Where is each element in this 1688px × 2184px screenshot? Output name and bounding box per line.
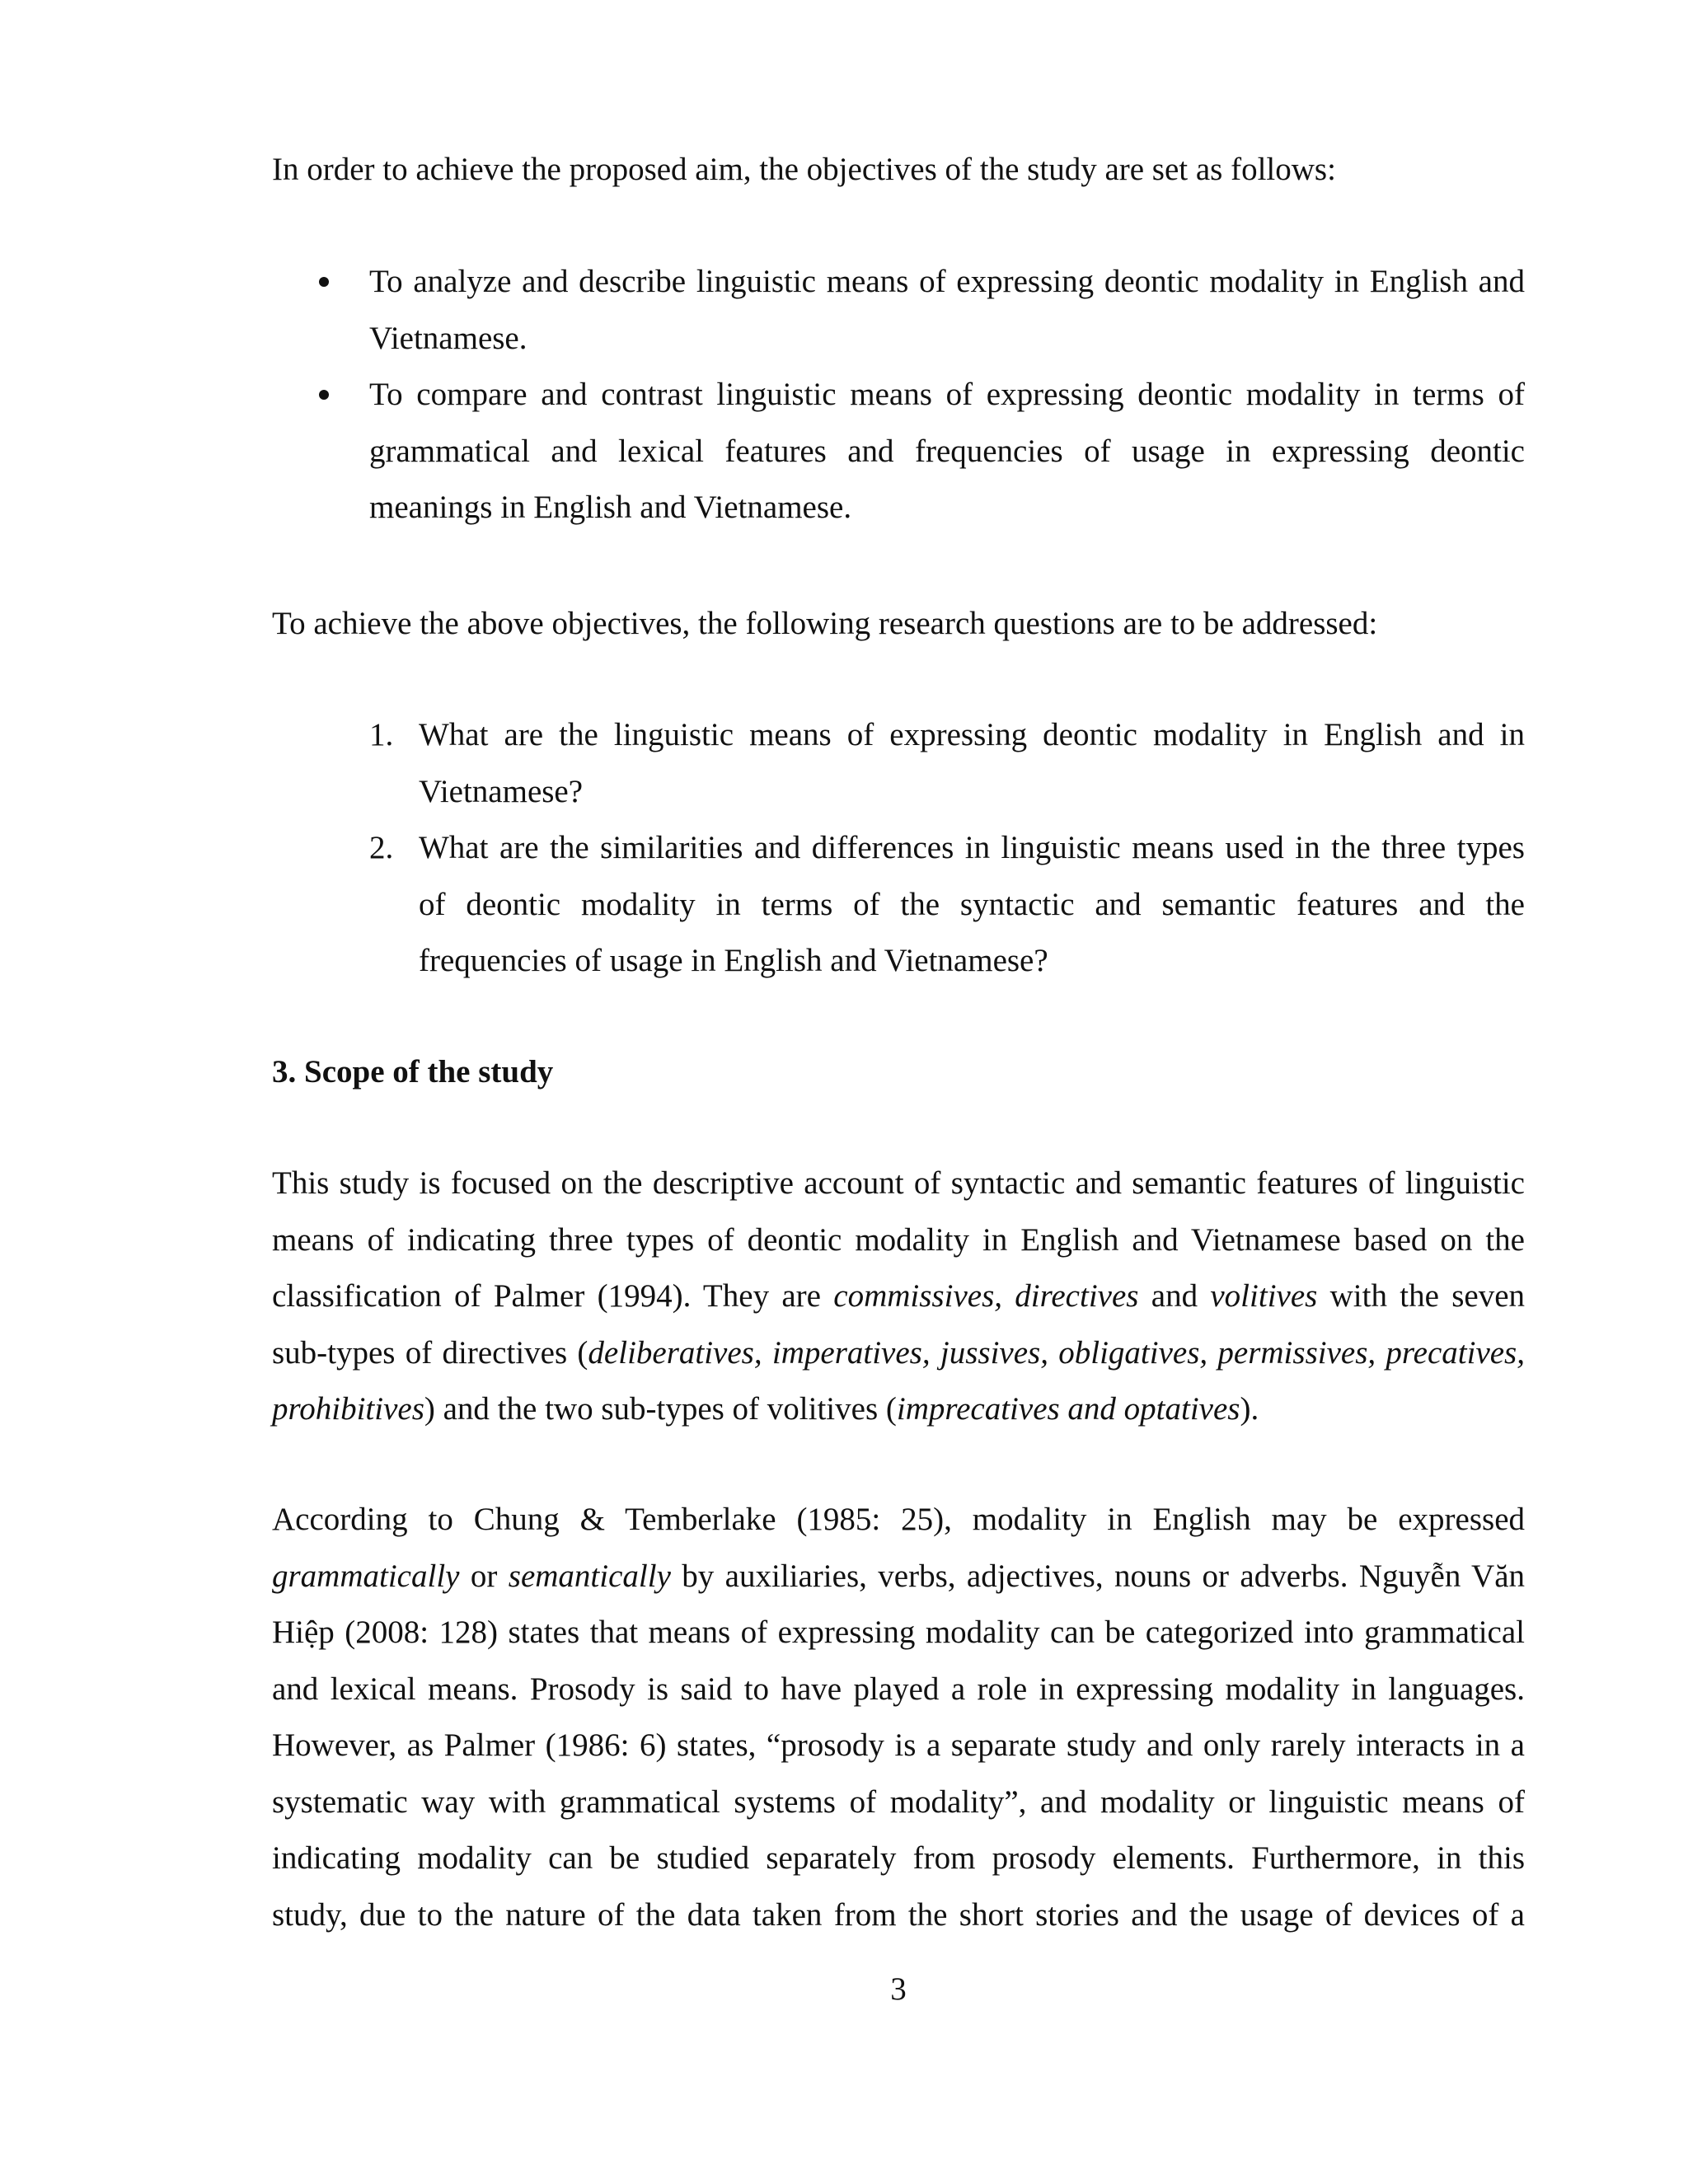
modality-means-paragraph [272,1492,1525,1943]
question-number: 2. [369,830,394,865]
text-run: by auxiliaries, verbs, adjectives, nouns or adverbs. Nguyễn Văn [670,1558,1525,1594]
question-line: of deontic modality in terms of the syntactic and semantic features and the [419,886,1525,922]
section-heading-scope: 3. Scope of the study [272,1054,554,1090]
text-run: ) and the two sub-types of volitives ( [424,1391,897,1427]
text-run: with the seven [1317,1278,1526,1314]
text-run: or [459,1558,509,1594]
text-run: sub-types of directives ( [272,1334,588,1371]
italic-term: commissives, directives [833,1278,1139,1314]
question-number: 1. [369,717,394,752]
scope-line [272,1381,1525,1438]
objective-line: meanings in English and Vietnamese. [369,490,852,525]
paragraph-line: systematic way with grammatical systems of modality”, and modality or linguistic means of [272,1783,1525,1820]
bullet-icon [319,390,329,400]
objective-item [272,254,1525,367]
question-line: Vietnamese? [419,773,584,809]
italic-term: grammatically [272,1558,460,1594]
paragraph-line: and lexical means. Prosody is said to have played a role in expressing modality in languages. [272,1671,1525,1707]
question-line: What are the similarities and differences in linguistic means used in the three types [419,830,1525,865]
objectives-list [272,254,1525,537]
scope-line: means of indicating three types of deontic modality in English and Vietnamese based on the [272,1221,1525,1258]
text-run: classification of Palmer (1994). They are [272,1278,834,1314]
page-number: 3 [890,1971,907,2007]
research-questions-list [272,707,1525,990]
objective-line: To analyze and describe linguistic means of expressing deontic modality in English and [369,264,1525,299]
paragraph-line: study, due to the nature of the data taken from the short stories and the usage of devices of a [272,1896,1525,1933]
scope-line: This study is focused on the descriptive account of syntactic and semantic features of linguistic [272,1165,1525,1201]
italic-term: prohibitives [272,1391,424,1427]
scope-paragraph [272,1155,1525,1438]
bullet-icon [319,277,329,287]
italic-term: imprecatives and optatives [896,1391,1240,1427]
text-run: and [1138,1278,1211,1314]
paragraph-line [272,1549,1525,1605]
paragraph-line: Hiệp (2008: 128) states that means of expressing modality can be categorized into grammatical [272,1615,1525,1650]
objectives-intro: In order to achieve the proposed aim, the objectives of the study are set as follows: [272,152,1336,187]
objective-line: To compare and contrast linguistic means of expressing deontic modality in terms of [369,377,1525,412]
research-question-item [272,820,1525,990]
research-question-item [272,707,1525,820]
question-line: What are the linguistic means of expressing deontic modality in English and in [419,717,1525,752]
objective-line: Vietnamese. [369,320,528,356]
scope-line [272,1325,1525,1382]
italic-term: semantically [508,1558,671,1594]
text-run: ). [1240,1391,1259,1427]
italic-term: deliberatives, imperatives, jussives, obligatives, permissives, precatives, [588,1334,1525,1371]
question-line: frequencies of usage in English and Vietnamese? [419,943,1048,978]
research-questions-intro: To achieve the above objectives, the following research questions are to be addressed: [272,606,1378,641]
paragraph-line: However, as Palmer (1986: 6) states, “prosody is a separate study and only rarely interacts in a [272,1727,1525,1763]
objective-line: grammatical and lexical features and frequencies of usage in expressing deontic [369,433,1525,469]
scope-line [272,1268,1525,1325]
paragraph-line: According to Chung & Temberlake (1985: 25), modality in English may be expressed [272,1502,1525,1537]
italic-term: volitives [1210,1278,1318,1314]
paragraph-line: indicating modality can be studied separately from prosody elements. Furthermore, in this [272,1840,1525,1876]
objective-item [272,367,1525,537]
